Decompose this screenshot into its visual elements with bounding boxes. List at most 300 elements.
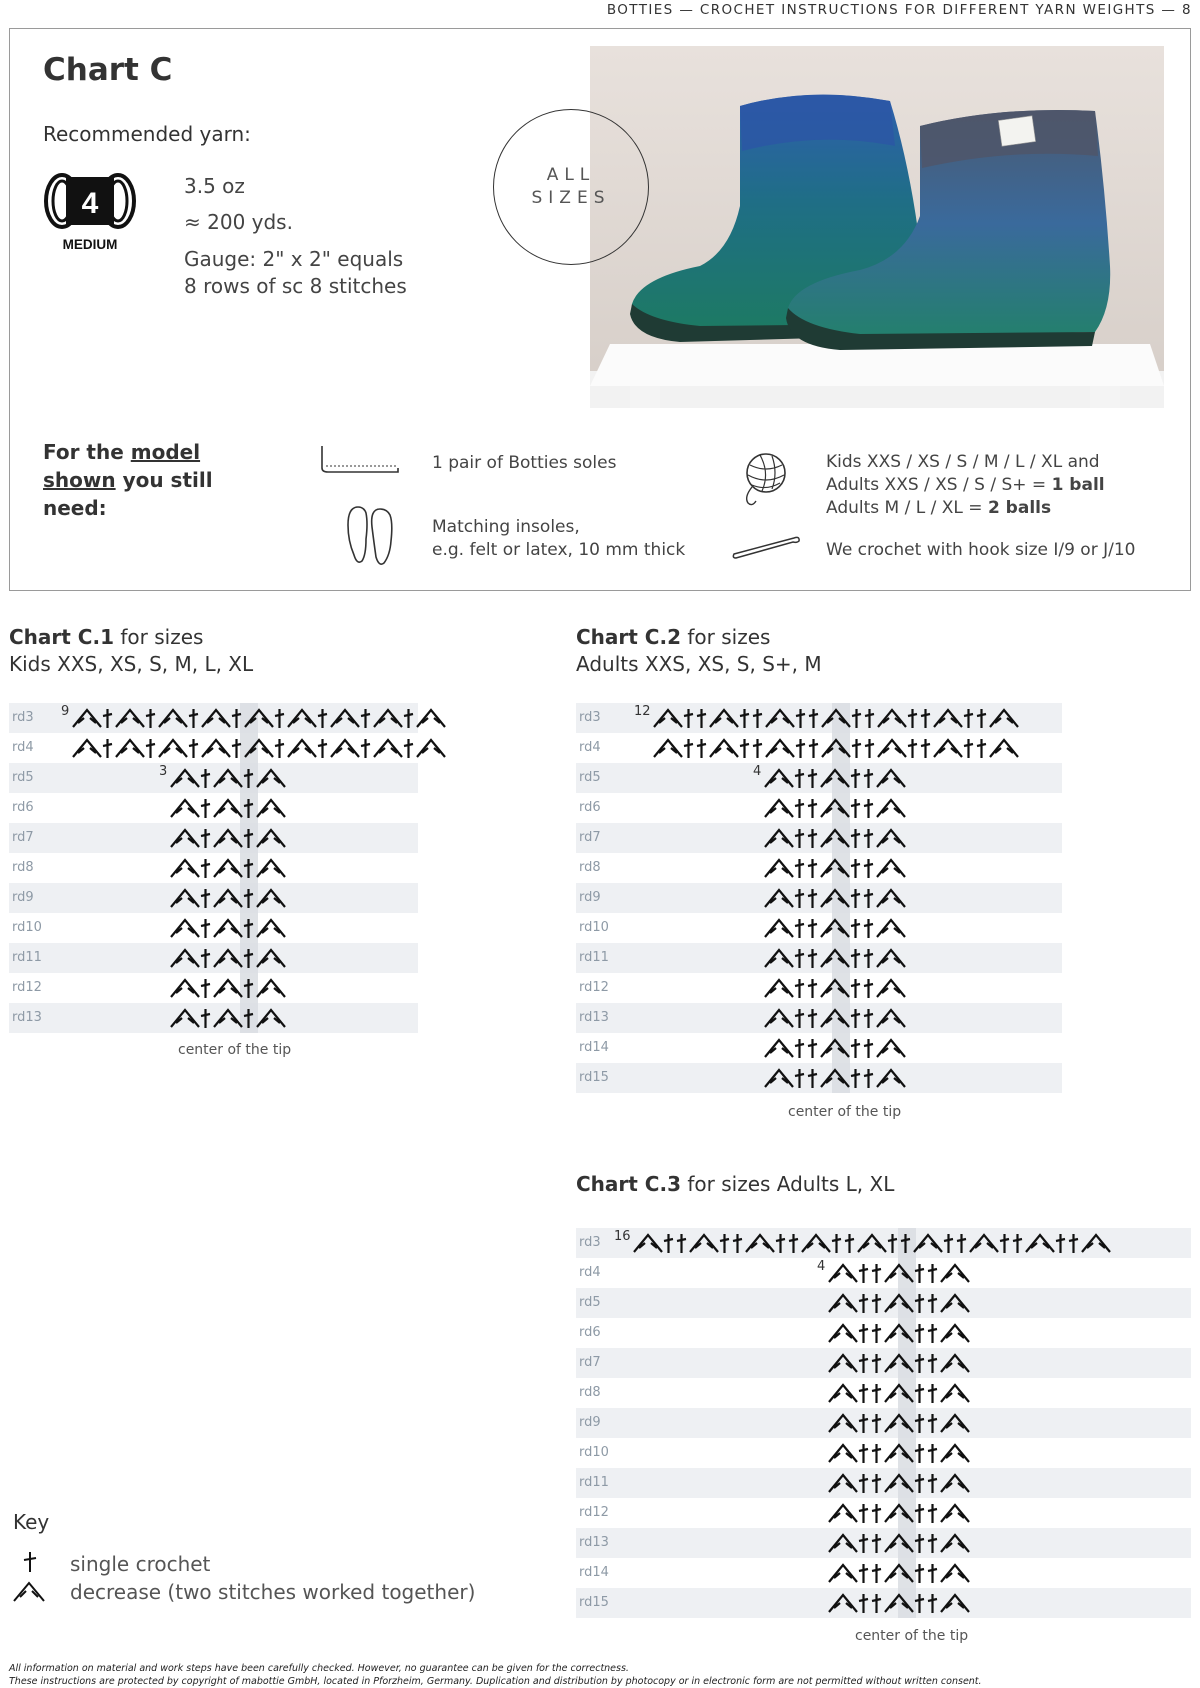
single-crochet-stitch [913, 1532, 926, 1554]
single-crochet-stitch [913, 1592, 926, 1614]
stitch-count: 4 [753, 764, 762, 779]
decrease-stitch [819, 1067, 851, 1089]
yarn-weight-number: 4 [81, 187, 99, 220]
row-label: rd13 [579, 1010, 609, 1025]
single-crochet-stitch [242, 917, 255, 939]
row-label: rd11 [12, 950, 42, 965]
single-crochet-stitch [926, 1352, 939, 1374]
decrease-stitch [169, 917, 201, 939]
single-crochet-stitch [849, 1067, 862, 1089]
decrease-stitch [372, 707, 404, 729]
decrease-stitch [819, 947, 851, 969]
row-label: rd10 [579, 1445, 609, 1460]
single-crochet-stitch [793, 797, 806, 819]
single-crochet-stitch [913, 1502, 926, 1524]
single-crochet-stitch [793, 767, 806, 789]
single-crochet-stitch [913, 1562, 926, 1584]
single-crochet-stitch [962, 707, 975, 729]
single-crochet-stitch [794, 737, 807, 759]
decrease-stitch [827, 1352, 859, 1374]
chart-row [576, 1063, 1062, 1093]
single-crochet-stitch [849, 827, 862, 849]
row-label: rd3 [12, 710, 34, 725]
chart-row [576, 763, 1062, 793]
row-label: rd10 [579, 920, 609, 935]
single-crochet-stitch [273, 737, 286, 759]
key-decrease: decrease (two stitches worked together) [70, 1580, 476, 1604]
decrease-stitch [939, 1262, 971, 1284]
single-crochet-stitch [955, 1232, 968, 1254]
decrease-stitch [827, 1442, 859, 1464]
botties-photo [590, 46, 1164, 408]
single-crochet-stitch [857, 1472, 870, 1494]
decrease-stitch [212, 767, 244, 789]
decrease-stitch [883, 1292, 915, 1314]
decrease-stitch [819, 857, 851, 879]
decrease-stitch [1080, 1232, 1112, 1254]
single-crochet-stitch [926, 1502, 939, 1524]
decrease-stitch [212, 977, 244, 999]
chart-row [9, 793, 418, 823]
page-header: BOTTIES — CROCHET INSTRUCTIONS FOR DIFFERENT YARN WEIGHTS — 8 [606, 2, 1192, 18]
single-crochet-stitch [806, 797, 819, 819]
insoles-text: Matching insoles, e.g. felt or latex, 10 mm thick [432, 517, 686, 560]
chart-row [576, 1438, 1191, 1468]
decrease-stitch [875, 857, 907, 879]
single-crochet-stitch [863, 707, 876, 729]
decrease-stitch [939, 1592, 971, 1614]
single-crochet-stitch [807, 707, 820, 729]
decrease-stitch [819, 797, 851, 819]
single-crochet-stitch [199, 827, 212, 849]
single-crochet-stitch [913, 1292, 926, 1314]
decrease-stitch [255, 1007, 287, 1029]
decrease-stitch [827, 1412, 859, 1434]
sole-icon [318, 444, 402, 480]
single-crochet-stitch [870, 1502, 883, 1524]
decrease-stitch [169, 797, 201, 819]
single-crochet-stitch [793, 1067, 806, 1089]
single-crochet-stitch [857, 1292, 870, 1314]
single-crochet-stitch [857, 1352, 870, 1374]
page-title: Chart C [43, 52, 173, 88]
all-sizes-badge [493, 109, 649, 265]
single-crochet-stitch [774, 1232, 787, 1254]
single-crochet-stitch [101, 737, 114, 759]
decrease-stitch [939, 1292, 971, 1314]
decrease-stitch [763, 767, 795, 789]
chart-row [576, 1348, 1191, 1378]
single-crochet-stitch [359, 737, 372, 759]
single-crochet-stitch [998, 1232, 1011, 1254]
row-label: rd12 [579, 1505, 609, 1520]
row-label: rd10 [12, 920, 42, 935]
single-crochet-stitch [913, 1472, 926, 1494]
chart-c2-center-label: center of the tip [788, 1104, 902, 1120]
chart-c1-heading: Chart C.1 for sizes Kids XXS, XS, S, M, L, XL [9, 625, 254, 676]
decrease-stitch [763, 887, 795, 909]
recommended-yarn-label: Recommended yarn: [43, 122, 251, 146]
single-crochet-stitch [919, 737, 932, 759]
single-crochet-stitch [751, 707, 764, 729]
row-label: rd11 [579, 1475, 609, 1490]
single-crochet-stitch [862, 1007, 875, 1029]
yarn-weight-name: MEDIUM [62, 237, 118, 252]
single-crochet-stitch [793, 917, 806, 939]
chart-c1 [9, 703, 418, 1033]
single-crochet-stitch [806, 1067, 819, 1089]
chart-c2-heading: Chart C.2 for sizes Adults XXS, XS, S, S+, M [576, 625, 822, 676]
row-label: rd7 [12, 830, 34, 845]
single-crochet-stitch [942, 1232, 955, 1254]
single-crochet-stitch [402, 737, 415, 759]
chart-row [576, 1318, 1191, 1348]
row-label: rd8 [579, 860, 601, 875]
decrease-stitch [71, 737, 103, 759]
chart-row [576, 913, 1062, 943]
chart-c3-heading: Chart C.3 for sizes Adults L, XL [576, 1172, 895, 1196]
single-crochet-stitch [862, 827, 875, 849]
single-crochet-stitch [850, 737, 863, 759]
row-label: rd15 [579, 1070, 609, 1085]
single-crochet-stitch [862, 857, 875, 879]
row-label: rd5 [579, 770, 601, 785]
decrease-stitch [876, 707, 908, 729]
single-crochet-stitch [242, 887, 255, 909]
decrease-stitch [255, 857, 287, 879]
decrease-stitch [708, 707, 740, 729]
single-crochet-stitch [857, 1532, 870, 1554]
decrease-stitch [819, 767, 851, 789]
chart-row [576, 1588, 1191, 1618]
stitch-count: 4 [817, 1259, 826, 1274]
single-crochet-stitch [751, 737, 764, 759]
row-label: rd3 [579, 1235, 601, 1250]
single-crochet-stitch [187, 737, 200, 759]
single-crochet-stitch [870, 1292, 883, 1314]
single-crochet-stitch [199, 797, 212, 819]
single-crochet-stitch [187, 707, 200, 729]
decrease-stitch [819, 827, 851, 849]
single-crochet-stitch [926, 1292, 939, 1314]
decrease-stitch [819, 977, 851, 999]
single-crochet-stitch [906, 737, 919, 759]
single-crochet-stitch [857, 1592, 870, 1614]
single-crochet-stitch [695, 707, 708, 729]
single-crochet-stitch [807, 737, 820, 759]
single-crochet-stitch [857, 1322, 870, 1344]
single-crochet-stitch [862, 977, 875, 999]
chart-row [9, 973, 418, 1003]
decrease-stitch [255, 887, 287, 909]
stitch-count: 9 [61, 704, 70, 719]
single-crochet-stitch [675, 1232, 688, 1254]
decrease-stitch [827, 1262, 859, 1284]
row-label: rd5 [12, 770, 34, 785]
soles-text: 1 pair of Botties soles [432, 453, 617, 473]
decrease-stitch [883, 1412, 915, 1434]
decrease-stitch [875, 1067, 907, 1089]
single-crochet-stitch [199, 917, 212, 939]
row-label: rd9 [12, 890, 34, 905]
row-label: rd12 [12, 980, 42, 995]
single-crochet-stitch [793, 887, 806, 909]
single-crochet-stitch [793, 857, 806, 879]
single-crochet-stitch [144, 707, 157, 729]
row-label: rd5 [579, 1295, 601, 1310]
single-crochet-stitch [682, 707, 695, 729]
row-label: rd14 [579, 1040, 609, 1055]
single-crochet-stitch [199, 857, 212, 879]
decrease-stitch [652, 737, 684, 759]
single-crochet-stitch [806, 767, 819, 789]
decrease-stitch [763, 797, 795, 819]
decrease-stitch [764, 737, 796, 759]
single-crochet-stitch [144, 737, 157, 759]
chart-row [576, 1033, 1062, 1063]
decrease-stitch [169, 827, 201, 849]
single-crochet-stitch [794, 707, 807, 729]
single-crochet-stitch [862, 1037, 875, 1059]
single-crochet-stitch [926, 1412, 939, 1434]
decrease-stitch [819, 887, 851, 909]
decrease-stitch [632, 1232, 664, 1254]
chart-row [576, 703, 1062, 733]
decrease-stitch [883, 1472, 915, 1494]
decrease-stitch [820, 737, 852, 759]
decrease-stitch [883, 1382, 915, 1404]
single-crochet-stitch [926, 1322, 939, 1344]
chart-row [576, 1468, 1191, 1498]
chart-row [576, 1408, 1191, 1438]
decrease-stitch [71, 707, 103, 729]
decrease-stitch [200, 707, 232, 729]
decrease-stitch [939, 1562, 971, 1584]
chart-row [576, 793, 1062, 823]
decrease-stitch [875, 977, 907, 999]
single-crochet-stitch [926, 1472, 939, 1494]
decrease-stitch [883, 1502, 915, 1524]
decrease-stitch [820, 707, 852, 729]
decrease-stitch [286, 707, 318, 729]
single-crochet-stitch [242, 1007, 255, 1029]
chart-row [576, 823, 1062, 853]
single-crochet-stitch [793, 827, 806, 849]
chart-row [9, 1003, 418, 1033]
single-crochet-stitch [857, 1502, 870, 1524]
chart-row [576, 1228, 1191, 1258]
decrease-stitch [255, 827, 287, 849]
single-crochet-stitch [870, 1382, 883, 1404]
single-crochet-stitch [738, 707, 751, 729]
chart-row [9, 703, 418, 733]
decrease-stitch [819, 917, 851, 939]
chart-row [9, 913, 418, 943]
decrease-stitch [212, 797, 244, 819]
single-crochet-stitch [870, 1592, 883, 1614]
decrease-stitch [243, 707, 275, 729]
chart-row [576, 853, 1062, 883]
decrease-stitch [744, 1232, 776, 1254]
single-crochet-stitch [913, 1412, 926, 1434]
stitch-count: 16 [614, 1229, 631, 1244]
decrease-stitch [819, 1037, 851, 1059]
chart-row [9, 853, 418, 883]
decrease-stitch [988, 707, 1020, 729]
single-crochet-stitch [695, 737, 708, 759]
decrease-stitch [875, 947, 907, 969]
single-crochet-stitch [870, 1262, 883, 1284]
decrease-stitch [255, 767, 287, 789]
single-crochet-stitch [242, 797, 255, 819]
footer-disclaimer: All information on material and work steps have been carefully checked. However, no guarantee can be given for the correctness. These instructions are protected by copyright of mabottie GmbH, located in Pforzheim, Germany. Duplication and distribution by photocopy or in electronic form are not permitted without written consent. [9, 1663, 982, 1687]
decrease-stitch [875, 797, 907, 819]
decrease-stitch [883, 1352, 915, 1374]
single-crochet-stitch [806, 857, 819, 879]
single-crochet-stitch [870, 1472, 883, 1494]
decrease-stitch [764, 707, 796, 729]
single-crochet-stitch [242, 857, 255, 879]
single-crochet-stitch [857, 1382, 870, 1404]
decrease-stitch [988, 737, 1020, 759]
decrease-stitch [688, 1232, 720, 1254]
decrease-stitch [169, 977, 201, 999]
single-crochet-stitch [919, 707, 932, 729]
row-label: rd4 [579, 1265, 601, 1280]
single-crochet-stitch [1011, 1232, 1024, 1254]
single-crochet-stitch [242, 947, 255, 969]
row-label: rd12 [579, 980, 609, 995]
single-crochet-stitch [793, 947, 806, 969]
single-crochet-stitch [926, 1442, 939, 1464]
single-crochet-stitch [870, 1352, 883, 1374]
single-crochet-stitch [870, 1532, 883, 1554]
decrease-stitch [200, 737, 232, 759]
single-crochet-stitch [199, 947, 212, 969]
row-label: rd3 [579, 710, 601, 725]
single-crochet-stitch [913, 1262, 926, 1284]
single-crochet-stitch [870, 1412, 883, 1434]
decrease-stitch [939, 1412, 971, 1434]
decrease-stitch [827, 1382, 859, 1404]
single-crochet-stitch [870, 1562, 883, 1584]
key-single-crochet: single crochet [70, 1552, 211, 1576]
single-crochet-stitch [806, 917, 819, 939]
insoles-icon [344, 503, 396, 573]
single-crochet-stitch [731, 1232, 744, 1254]
decrease-stitch [883, 1262, 915, 1284]
single-crochet-stitch [101, 707, 114, 729]
row-label: rd15 [579, 1595, 609, 1610]
decrease-stitch [255, 977, 287, 999]
row-label: rd6 [12, 800, 34, 815]
single-crochet-stitch [857, 1262, 870, 1284]
single-crochet-stitch [230, 707, 243, 729]
row-label: rd8 [12, 860, 34, 875]
single-crochet-stitch [913, 1352, 926, 1374]
all-sizes-line-2: SIZES [531, 188, 611, 208]
single-crochet-stitch [199, 977, 212, 999]
single-crochet-stitch [273, 707, 286, 729]
decrease-stitch [372, 737, 404, 759]
single-crochet-stitch [862, 947, 875, 969]
balls-text: Kids XXS / XS / S / M / L / XL and Adults XXS / XS / S / S+ = 1 ball Adults M / L / XL = 2 balls [826, 452, 1105, 518]
single-crochet-stitch [849, 1037, 862, 1059]
chart-row [9, 823, 418, 853]
chart-row [9, 733, 418, 763]
row-label: rd7 [579, 1355, 601, 1370]
chart-c2 [576, 703, 1062, 1093]
single-crochet-stitch [913, 1442, 926, 1464]
single-crochet-stitch [962, 737, 975, 759]
decrease-stitch [939, 1382, 971, 1404]
decrease-stitch [763, 857, 795, 879]
decrease-stitch [212, 827, 244, 849]
decrease-stitch [939, 1442, 971, 1464]
single-crochet-stitch [793, 1007, 806, 1029]
decrease-stitch [827, 1322, 859, 1344]
decrease-stitch [708, 737, 740, 759]
single-crochet-stitch [899, 1232, 912, 1254]
single-crochet-stitch [886, 1232, 899, 1254]
row-label: rd6 [579, 800, 601, 815]
decrease-stitch [763, 977, 795, 999]
single-crochet-stitch [199, 887, 212, 909]
single-crochet-stitch [863, 737, 876, 759]
single-crochet-stitch [862, 797, 875, 819]
decrease-stitch [875, 1037, 907, 1059]
single-crochet-stitch [738, 737, 751, 759]
decrease-stitch [883, 1562, 915, 1584]
row-label: rd14 [579, 1565, 609, 1580]
decrease-stitch [763, 947, 795, 969]
single-crochet-stitch [316, 707, 329, 729]
single-crochet-stitch [830, 1232, 843, 1254]
single-crochet-stitch [857, 1562, 870, 1584]
single-crochet-stitch [242, 767, 255, 789]
single-crochet-stitch [849, 857, 862, 879]
decrease-stitch [932, 737, 964, 759]
row-label: rd7 [579, 830, 601, 845]
single-crochet-stitch [843, 1232, 856, 1254]
decrease-stitch [763, 1007, 795, 1029]
decrease-stitch [255, 947, 287, 969]
key-title: Key [13, 1510, 50, 1534]
decrease-stitch [883, 1592, 915, 1614]
chart-c1-center-label: center of the tip [178, 1042, 292, 1058]
single-crochet-stitch [975, 707, 988, 729]
decrease-stitch [243, 737, 275, 759]
decrease-stitch [169, 887, 201, 909]
chart-row [576, 1288, 1191, 1318]
row-label: rd13 [579, 1535, 609, 1550]
single-crochet-stitch [806, 1037, 819, 1059]
crochet-hook-icon [730, 532, 802, 564]
decrease-stitch [968, 1232, 1000, 1254]
single-crochet-stitch [926, 1532, 939, 1554]
single-crochet-stitch [862, 767, 875, 789]
yarn-length: ≈ 200 yds. [184, 210, 293, 234]
decrease-stitch [827, 1562, 859, 1584]
decrease-stitch [1024, 1232, 1056, 1254]
gauge-line-1: Gauge: 2" x 2" equals [184, 247, 404, 271]
decrease-stitch [912, 1232, 944, 1254]
decrease-stitch [329, 707, 361, 729]
single-crochet-stitch [849, 797, 862, 819]
decrease-stitch [875, 1007, 907, 1029]
decrease-stitch [763, 917, 795, 939]
single-crochet-stitch [870, 1322, 883, 1344]
